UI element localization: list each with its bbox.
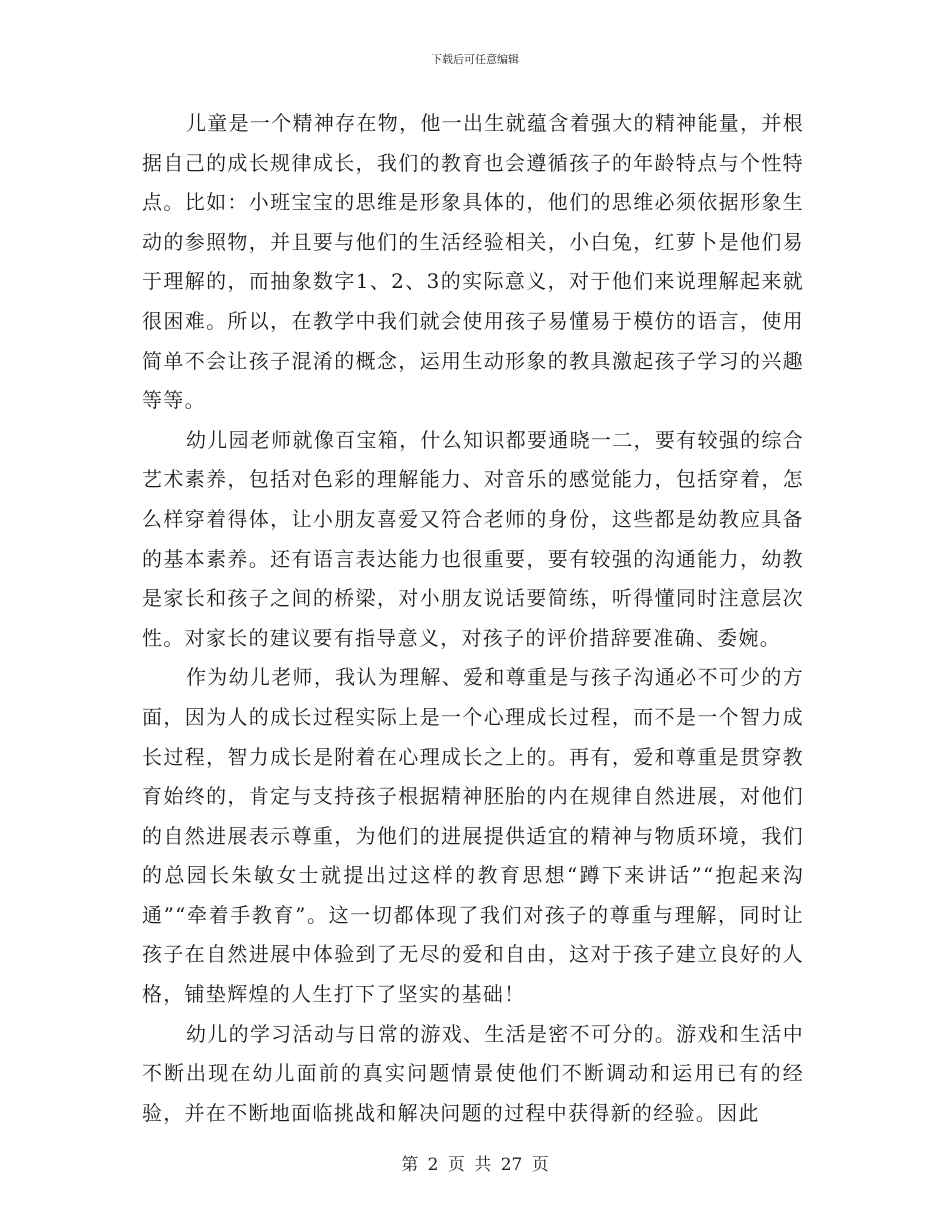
page-header: 下载后可任意编辑 [431,53,519,66]
paragraph-4: 幼儿的学习活动与日常的游戏、生活是密不可分的。游戏和生活中不断出现在幼儿面前的真实问题情景使他们不断调动和运用已有的经验，并在不断地面临挑战和解决问题的过程中获得新的经验。因此 [142,1021,804,1125]
paragraph-1: 儿童是一个精神存在物，他一出生就蕴含着强大的精神能量，并根据自己的成长规律成长，我们的教育也会遵循孩子的年龄特点与个性特点。比如：小班宝宝的思维是形象具体的，他们的思维必须依据形象生动的参照物，并且要与他们的生活经验相关，小白兔，红萝卜是他们易于理解的，而抽象数字1、2、3的实际意义，对于他们来说理解起来就很困难。所以，在教学中我们就会使用孩子易懂易于模仿的语言，使用简单不会让孩子混淆的概念，运用生动形象的教具激起孩子学习的兴趣等等。 [142,111,804,413]
paragraph-3: 作为幼儿老师，我认为理解、爱和尊重是与孩子沟通必不可少的方面，因为人的成长过程实际上是一个心理成长过程，而不是一个智力成长过程，智力成长是附着在心理成长之上的。再有，爱和尊重是贯穿教育始终的，肯定与支持孩子根据精神胚胎的内在规律自然进展，对他们的自然进展表示尊重，为他们的进展提供适宜的精神与物质环境，我们的总园长朱敏女士就提出过这样的教育思想“蹲下来讲话”“抱起来沟通”“牵着手教育”。这一切都体现了我们对孩子的尊重与理解，同时让孩子在自然进展中体验到了无尽的爱和自由，这对于孩子建立良好的人格，铺垫辉煌的人生打下了坚实的基础！ [142,665,804,1007]
document-body [142,104,804,1133]
page-footer: 第 2 页 共 27 页 [401,1155,549,1175]
paragraph-2: 幼儿园老师就像百宝箱，什么知识都要通晓一二，要有较强的综合艺术素养，包括对色彩的理解能力、对音乐的感觉能力，包括穿着，怎么样穿着得体，让小朋友喜爱又符合老师的身份，这些都是幼教应具备的基本素养。还有语言表达能力也很重要，要有较强的沟通能力，幼教是家长和孩子之间的桥梁，对小朋友说话要简练，听得懂同时注意层次性。对家长的建议要有指导意义，对孩子的评价措辞要准确、委婉。 [142,427,804,650]
